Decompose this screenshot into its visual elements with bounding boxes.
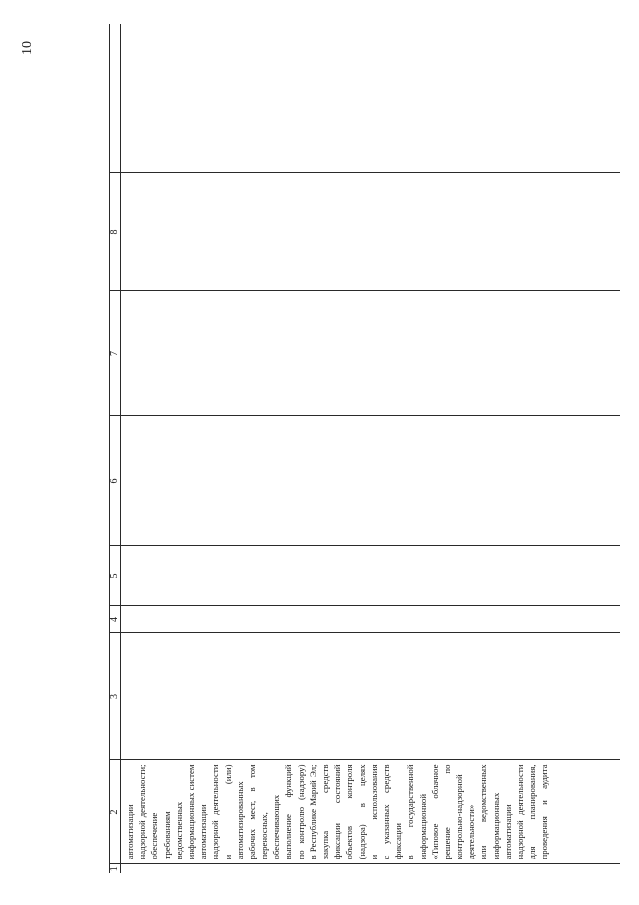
page-number: 10: [20, 41, 35, 55]
text-line: автоматизации: [502, 804, 513, 860]
text-line: для планирования,: [527, 764, 538, 860]
text-line: контрольно-надзорной: [454, 774, 465, 860]
table-row: [121, 24, 621, 873]
header-cell: 8: [110, 173, 121, 291]
text-line: надзорной деятельности: [210, 764, 221, 860]
text-line: в Республике Марий Эл;: [307, 764, 318, 860]
table-cell: [121, 173, 621, 291]
text-line: обеспечение: [149, 812, 160, 860]
table-cell-description: [121, 760, 621, 864]
text-line: автоматизации: [198, 804, 209, 860]
text-line: с указанных средств: [380, 764, 391, 860]
header-cell: 4: [110, 606, 121, 633]
text-line: (надзора) в целях: [356, 764, 367, 860]
text-line: решение по: [441, 764, 452, 860]
table-cell: [121, 633, 621, 760]
header-cell: 5: [110, 546, 121, 606]
header-cell: 6: [110, 416, 121, 546]
header-cell: 2: [110, 760, 121, 864]
text-line: информационных систем: [185, 764, 196, 860]
text-line: проведения и аудита: [539, 764, 550, 860]
table-cell: [121, 606, 621, 633]
header-row: [110, 24, 121, 873]
table-cell: [121, 546, 621, 606]
text-line: рабочих мест, в том: [246, 764, 257, 860]
text-line: и использования: [368, 764, 379, 860]
text-line: информационных: [490, 792, 501, 860]
text-line: деятельности»: [466, 804, 477, 860]
text-line: и (или): [222, 764, 233, 860]
text-line: объектов контроля: [344, 764, 355, 860]
text-line: надзорной деятельности: [515, 764, 525, 860]
text-line: требованиям: [161, 811, 172, 860]
text-line: выполнение функций: [283, 764, 294, 860]
header-cell: [110, 24, 121, 173]
text-line: ведомственных: [173, 801, 184, 860]
text-line: фиксации: [393, 822, 404, 860]
text-line: в государственной: [405, 764, 416, 860]
text-line: автоматизированных: [234, 781, 245, 860]
table-cell: [121, 416, 621, 546]
text-line: закупка средств: [320, 764, 330, 860]
continuation-table: [109, 24, 620, 873]
text-line: информационной: [417, 793, 428, 860]
text-line: фиксации состояний: [332, 764, 343, 860]
header-cell: 3: [110, 633, 121, 760]
text-line: надзорной деятельности;: [137, 764, 148, 860]
header-cell: 1: [110, 864, 121, 873]
text-line: автоматизации: [125, 804, 135, 860]
table-cell: [121, 291, 621, 416]
text-line: по контролю (надзору): [295, 764, 306, 860]
text-line: обеспечивающих: [271, 794, 282, 860]
header-cell: 7: [110, 291, 121, 416]
description-text: [121, 761, 551, 864]
text-line: или ведомственных: [478, 764, 489, 860]
table-cell: [121, 24, 621, 173]
text-line: «Типовое облачное: [429, 764, 440, 860]
text-line: переносных,: [259, 812, 270, 860]
table-cell: [121, 864, 621, 873]
